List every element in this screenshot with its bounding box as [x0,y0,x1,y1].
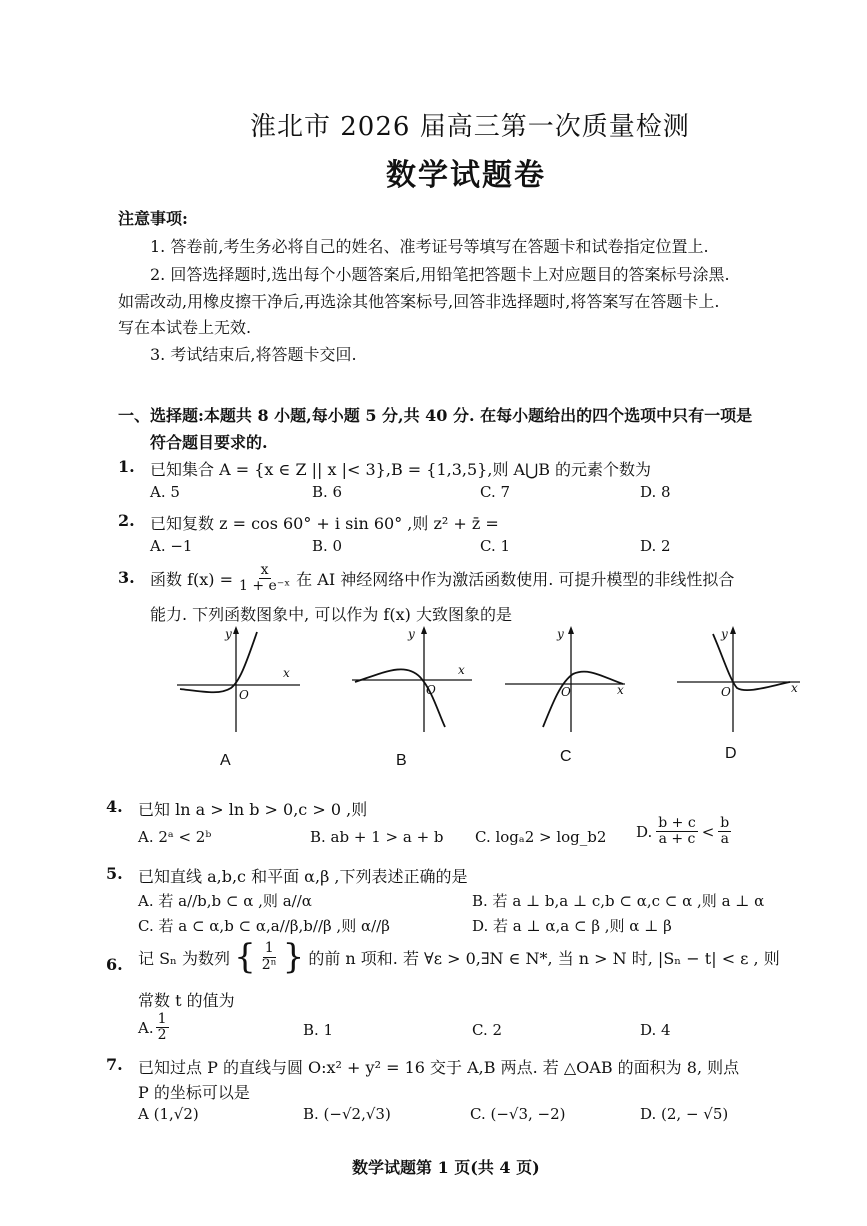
q6-fraction [260,941,279,973]
q7-option-c: C. (−√3, −2) [470,1105,566,1123]
q4-option-d [636,816,731,848]
graph-a-y-label: y [225,627,232,641]
q5-number: 5. [106,864,123,883]
q1-number: 1. [118,457,135,476]
q4-d-frac2-den: a [720,831,729,848]
q4-option-a: A. 2ᵃ < 2ᵇ [138,828,212,846]
graph-d [675,622,805,737]
page-footer: 数学试题第 1 页(共 4 页) [352,1158,540,1177]
q5-text: 已知直线 a,b,c 和平面 α,β ,下列表述正确的是 [138,867,468,886]
q4-d-operator: < [701,822,715,841]
notice-heading: 注意事项: [118,209,188,228]
exam-subtitle: 数学试题卷 [386,158,546,193]
q1-option-a: A. 5 [150,483,180,501]
section-heading-cont: 符合题目要求的. [150,433,268,452]
notice-item-3: 3. 考试结束后,将答题卡交回. [150,345,357,364]
q5-option-c: C. 若 a ⊂ α,b ⊂ α,a//β,b//β ,则 α//β [138,917,390,935]
graph-a-x-label: x [283,666,290,680]
graph-b-y-label: y [408,627,415,641]
graph-c [503,622,633,737]
q3-text-pre: 函数 f(x) = [150,570,234,590]
notice-item-1: 1. 答卷前,考生务必将自己的姓名、准考证号等填写在答题卡和试卷指定位置上. [150,237,709,256]
q3-fraction [237,563,292,595]
q6-option-d: D. 4 [640,1021,671,1039]
exam-title: 淮北市 2026 届高三第一次质量检测 [250,112,690,142]
q6-brace-left: { [234,937,256,977]
graph-a [175,622,305,737]
q2-option-a: A. −1 [150,537,193,555]
q6-text-post: 的前 n 项和. 若 ∀ε > 0,∃N ∈ N*, 当 n > N 时, |Sₙ − t| < ε , 则 [308,948,780,968]
notice-item-2-cont2: 写在本试卷上无效. [118,318,252,337]
graph-b-x-label: x [458,663,465,677]
q5-option-d: D. 若 a ⊥ α,a ⊂ β ,则 α ⊥ β [472,917,672,935]
q4-d-frac2-num: b [720,815,730,831]
q6-a-frac-num: 1 [157,1011,167,1027]
q7-option-d: D. (2, − √5) [640,1105,729,1123]
q7-number: 7. [106,1055,123,1074]
q6-option-b: B. 1 [303,1021,334,1039]
graph-c-label: C [560,748,572,765]
q7-text-line2: P 的坐标可以是 [138,1083,250,1102]
graph-c-x-label: x [617,683,624,697]
q6-text [138,937,780,977]
graph-c-origin: O [561,685,571,699]
graph-b [350,622,480,737]
q6-option-c: C. 2 [472,1021,503,1039]
q3-text-line2: 能力. 下列函数图象中, 可以作为 f(x) 大致图象的是 [150,605,512,624]
notice-item-2: 2. 回答选择题时,选出每个小题答案后,用铅笔把答题卡上对应题目的答案标号涂黑. [150,265,730,284]
q6-text-line2: 常数 t 的值为 [138,991,235,1010]
q4-d-frac1-num: b + c [658,815,696,831]
q4-d-frac1-den: a + c [658,831,696,848]
q5-option-b: B. 若 a ⊥ b,a ⊥ c,b ⊂ α,c ⊂ α ,则 a ⊥ α [472,892,765,910]
q4-option-d-label: D. [636,822,653,841]
q6-number: 6. [106,955,123,974]
q4-option-c: C. logₐ2 > log_b2 [475,828,607,846]
section-heading: 一、选择题:本题共 8 小题,每小题 5 分,共 40 分. 在每小题给出的四个选项中只有一项是 [118,406,753,425]
q1-text: 已知集合 A = {x ∈ Z || x |< 3},B = {1,3,5},则 A⋃B 的元素个数为 [150,460,652,479]
q6-brace-right: } [282,937,305,977]
q6-frac-num: 1 [264,940,274,957]
q6-text-pre: 记 Sₙ 为数列 [138,948,231,968]
q1-option-d: D. 8 [640,483,671,501]
q1-option-b: B. 6 [312,483,343,501]
q7-option-b: B. (−√2,√3) [303,1105,391,1123]
q3-frac-den: 1 + e⁻ˣ [239,578,291,595]
q3-text [150,563,734,595]
q2-option-b: B. 0 [312,537,343,555]
graph-b-label: B [396,752,407,769]
q6-a-frac [156,1012,169,1044]
q6-option-a [138,1012,169,1044]
q4-d-frac1 [656,816,697,848]
notice-item-2-cont: 如需改动,用橡皮擦干净后,再选涂其他答案标号,回答非选择题时,将答案写在答题卡上. [118,292,720,311]
q6-a-frac-den: 2 [157,1027,167,1044]
graph-d-origin: O [721,685,731,699]
q3-frac-num: x [260,562,269,578]
q4-option-b: B. ab + 1 > a + b [310,828,444,846]
q2-option-d: D. 2 [640,537,671,555]
graph-d-y-label: y [721,627,728,641]
q7-text: 已知过点 P 的直线与圆 O:x² + y² = 16 交于 A,B 两点. 若 △OAB 的面积为 8, 则点 [138,1058,740,1077]
q3-text-post: 在 AI 神经网络中作为激活函数使用. 可提升模型的非线性拟合 [296,570,735,590]
q1-option-c: C. 7 [480,483,511,501]
q2-text: 已知复数 z = cos 60° + i sin 60° ,则 z² + z̄ = [150,514,499,533]
q4-text: 已知 ln a > ln b > 0,c > 0 ,则 [138,800,368,819]
graph-b-origin: O [426,683,436,697]
q2-option-c: C. 1 [480,537,511,555]
q5-option-a: A. 若 a//b,b ⊂ α ,则 a//α [138,892,312,910]
q4-number: 4. [106,797,123,816]
q4-d-frac2 [718,816,731,848]
graph-a-label: A [220,752,231,769]
q3-number: 3. [118,568,135,587]
graph-d-x-label: x [791,681,798,695]
q7-option-a: A (1,√2) [138,1105,199,1123]
graph-a-origin: O [239,688,249,702]
q6-option-a-label: A. [138,1018,154,1037]
q2-number: 2. [118,511,135,530]
q6-frac-den: 2ⁿ [261,956,277,973]
graph-c-y-label: y [557,627,564,641]
graph-d-label: D [725,745,737,762]
